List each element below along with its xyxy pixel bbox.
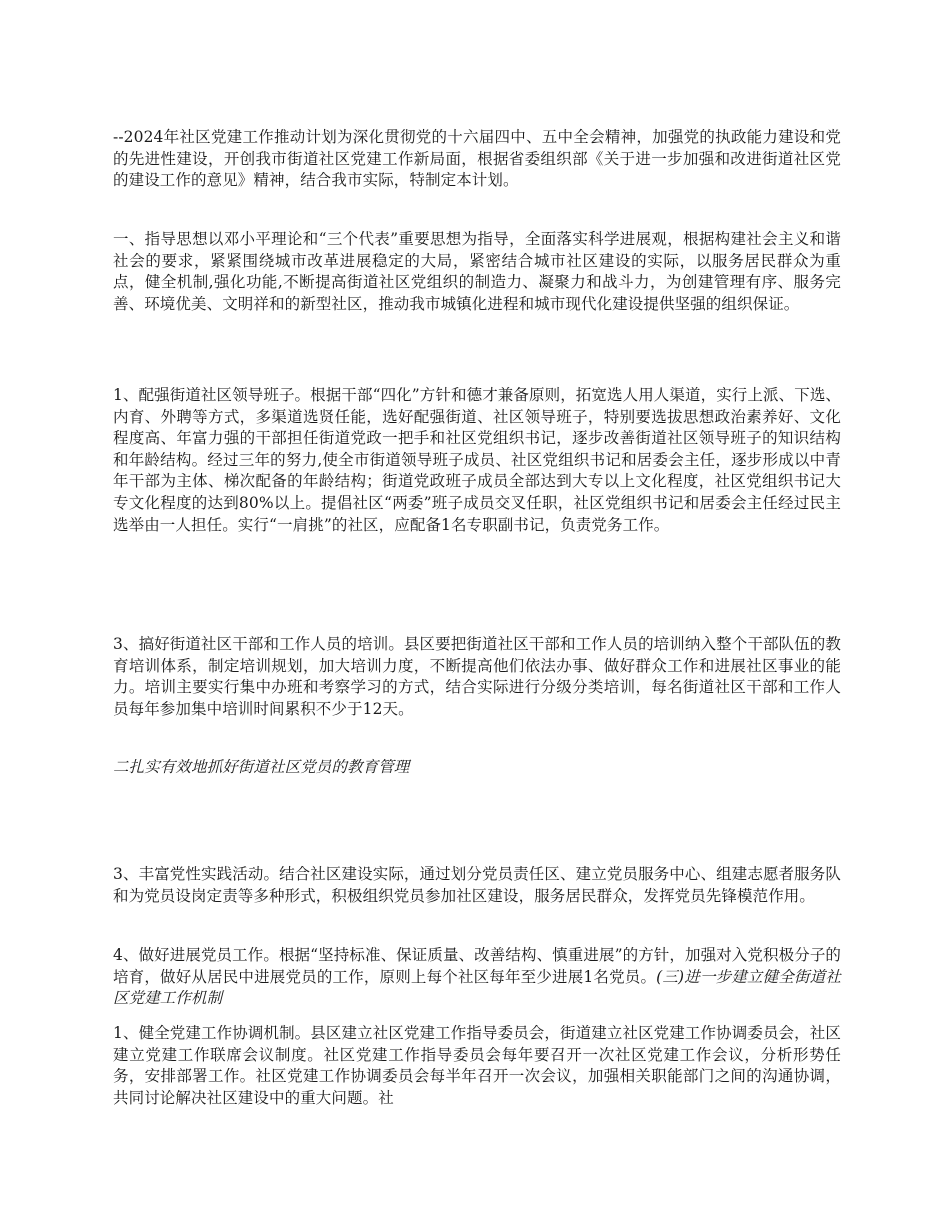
section-two-heading: 二扎实有效地抓好街道社区党员的教育管理 xyxy=(113,758,410,776)
intro-paragraph: --2024年社区党建工作推动计划为深化贯彻党的十六届四中、五中全会精神，加强党的执政能力建设和党的先进性建设，开创我市街道社区党建工作新局面，根据省委组织部《关于进一步加强和改进街道社区党的建设工作的意见》精神，结合我市实际，特制定本计划。 xyxy=(113,128,841,190)
leadership-team-paragraph: 1、配强街道社区领导班子。根据干部“四化”方针和德才兼备原则，拓宽选人用人渠道，实行上派、下选、内育、外聘等方式，多渠道选贤任能，选好配强街道、社区领导班子，特别要选拔思想政治素养好、文化程度高、年富力强的干部担任街道党政一把手和社区党组织书记，逐步改善街道社区领导班子的知识结构和年龄结构。经过三年的努力,使全市街道领导班子成员、社区党组织书记和居委会主任，逐步形成以中青年干部为主体、梯次配备的年龄结构；街道党政班子成员全部达到大专以上文化程度，社区党组织书记大专文化程度的达到80%以上。提倡社区“两委”班子成员交叉任职，社区党组织书记和居委会主任经过民主选举由一人担任。实行“一肩挑”的社区，应配备1名专职副书记，负责党务工作。 xyxy=(113,386,842,534)
guiding-thought-paragraph: 一、指导思想以邓小平理论和“三个代表”重要思想为指导，全面落实科学进展观，根据构建社会主义和谐社会的要求，紧紧围绕城市改革进展稳定的大局，紧密结合城市社区建设的实际，以服务居民群众为重点，健全机制,强化功能,不断提高街道社区党组织的制造力、凝聚力和战斗力，为创建管理有序、服务完善、环境优美、文明祥和的新型社区，推动我市城镇化进程和城市现代化建设提供坚强的组织保证。 xyxy=(113,230,841,313)
training-paragraph: 3、搞好街道社区干部和工作人员的培训。县区要把街道社区干部和工作人员的培训纳入整个干部队伍的教育培训体系，制定培训规划，加大培训力度，不断提高他们依法办事、做好群众工作和进展社区事业的能力。培训主要实行集中办班和考察学习的方式，结合实际进行分级分类培训，每名街道社区干部和工作人员每年参加集中培训时间累积不少于12天。 xyxy=(113,635,841,718)
practice-activities-paragraph: 3、丰富党性实践活动。结合社区建设实际，通过划分党员责任区、建立党员服务中心、组建志愿者服务队和为党员设岗定责等多种形式，积极组织党员参加社区建设，服务居民群众，发挥党员先锋模范作用。 xyxy=(113,865,841,905)
section-three-heading: (三)进一步建立健全街道社区党建工作机制 xyxy=(113,967,841,1008)
member-development-paragraph xyxy=(113,945,841,1010)
coordination-paragraph: 1、健全党建工作协调机制。县区建立社区党建工作指导委员会，街道建立社区党建工作协调委员会，社区建立党建工作联席会议制度。社区党建工作指导委员会每年要召开一次社区党建工作会议，分析形势任务，安排部署工作。社区党建工作协调委员会每半年召开一次会议，加强相关职能部门之间的沟通协调，共同讨论解决社区建设中的重大问题。社 xyxy=(113,1024,841,1107)
member-development-text: 4、做好进展党员工作。根据“坚持标准、保证质量、改善结构、慎重进展”的方针，加强对入党积极分子的培育，做好从居民中进展党员的工作，原则上每个社区每年至少进展1名党员。 xyxy=(113,946,842,986)
